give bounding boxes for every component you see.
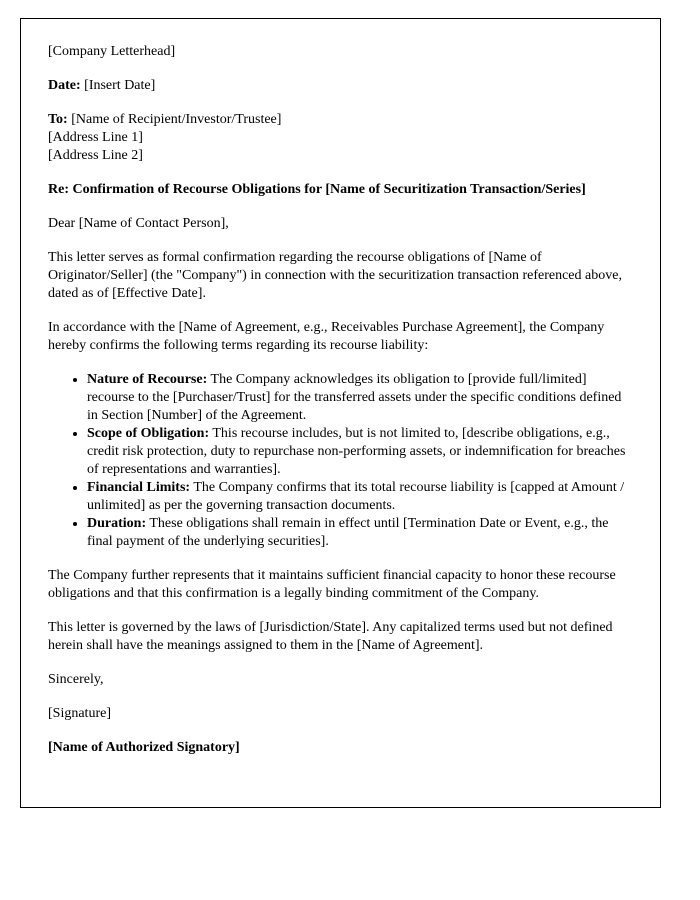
- subject-line: Re: Confirmation of Recourse Obligations for [Name of Securitization Transaction/Series]: [48, 182, 586, 197]
- list-item-duration: [87, 515, 630, 551]
- intro-paragraph: This letter serves as formal confirmation regarding the recourse obligations of [Name of Originator/Seller] (the "Company") in connection with the securitization transaction referenced above, dated as of [Effective Date].: [48, 250, 622, 301]
- date-value: [Insert Date]: [84, 78, 156, 93]
- bullet-text: The Company confirms that its total recourse liability is [capped at Amount / unlimited] as per the governing transaction documents.: [87, 480, 625, 513]
- salutation: Dear [Name of Contact Person],: [48, 216, 229, 231]
- recipient-block: [48, 111, 630, 165]
- signatory-name: [Name of Authorized Signatory]: [48, 740, 240, 755]
- bullet-text: This recourse includes, but is not limited to, [describe obligations, e.g., credit risk protection, duty to repurchase non-performing assets, or indemnification for breaches of representations and warranties].: [87, 426, 626, 477]
- accordance-paragraph: In accordance with the [Name of Agreement, e.g., Receivables Purchase Agreement], the Company hereby confirms the following terms regarding its recourse liability:: [48, 320, 605, 353]
- to-value: [Name of Recipient/Investor/Trustee]: [71, 112, 282, 127]
- signature-placeholder: [Signature]: [48, 706, 111, 721]
- governing-law-paragraph: This letter is governed by the laws of [Jurisdiction/State]. Any capitalized terms used but not defined herein shall have the meanings assigned to them in the [Name of Agreement].: [48, 620, 613, 653]
- address-line-2: [Address Line 2]: [48, 148, 143, 163]
- to-line: [48, 111, 630, 129]
- date-label: Date:: [48, 78, 81, 93]
- bullet-text: The Company acknowledges its obligation to [provide full/limited] recourse to the [Purchaser/Trust] for the transferred assets under the specific conditions defined in Section [Number] of the Agreement.: [87, 372, 622, 423]
- bullet-text: These obligations shall remain in effect until [Termination Date or Event, e.g., the final payment of the underlying securities].: [87, 516, 609, 549]
- bullet-label: Scope of Obligation:: [87, 426, 210, 441]
- capacity-paragraph: The Company further represents that it maintains sufficient financial capacity to honor these recourse obligations and that this confirmation is a legally binding commitment of the Company.: [48, 568, 616, 601]
- letter-template: [20, 18, 661, 808]
- bullet-label: Duration:: [87, 516, 147, 531]
- closing: Sincerely,: [48, 672, 104, 687]
- bullet-label: Nature of Recourse:: [87, 372, 208, 387]
- list-item-nature-of-recourse: [87, 371, 630, 425]
- terms-list: [48, 371, 630, 551]
- list-item-scope-of-obligation: [87, 425, 630, 479]
- list-item-financial-limits: [87, 479, 630, 515]
- bullet-label: Financial Limits:: [87, 480, 191, 495]
- date-line: [48, 77, 630, 95]
- letterhead: [Company Letterhead]: [48, 44, 176, 59]
- address-line-1: [Address Line 1]: [48, 130, 143, 145]
- to-label: To:: [48, 112, 68, 127]
